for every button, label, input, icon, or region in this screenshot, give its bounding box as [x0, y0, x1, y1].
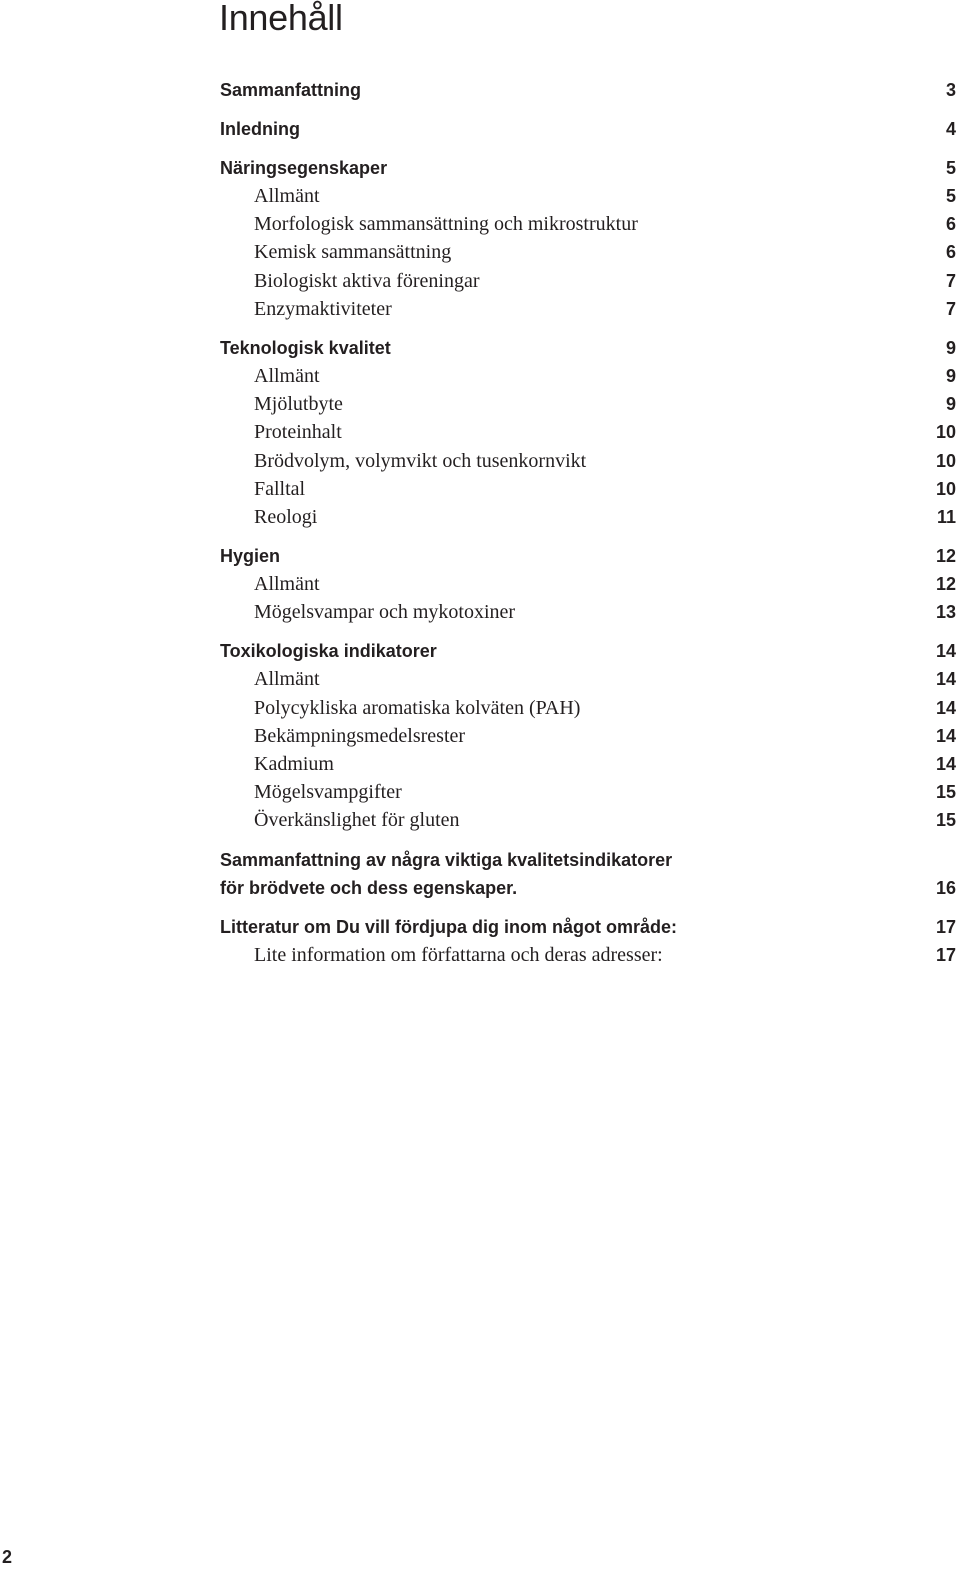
toc-subentry-label: Kadmium	[254, 753, 334, 775]
toc-heading-label: Näringsegenskaper	[220, 158, 388, 178]
toc-heading-label: Inledning	[220, 119, 300, 139]
toc-subentry-label: Brödvolym, volymvikt och tusenkornvikt	[254, 449, 587, 472]
toc-section	[220, 76, 956, 104]
toc-page-number: 13	[935, 602, 956, 623]
toc-heading-entry[interactable]	[220, 542, 956, 570]
toc-heading-label: Hygien	[220, 546, 281, 567]
toc-page-number: 16	[935, 877, 956, 898]
toc-page-number: 14	[935, 754, 956, 774]
toc-subentry-label: Lite information om författarna och deras adresser:	[254, 943, 663, 966]
toc-page-number: 11	[936, 506, 956, 527]
toc-subentry-label: Reologi	[254, 505, 318, 528]
toc-subentry[interactable]	[220, 362, 956, 390]
toc-subentry[interactable]	[220, 447, 956, 475]
toc-page-number: 12	[935, 546, 956, 567]
toc-subentry[interactable]	[220, 598, 956, 626]
toc-subentry-label: Falltal	[254, 477, 306, 500]
toc-section	[220, 154, 956, 323]
toc-heading-entry[interactable]	[220, 154, 956, 182]
table-of-contents	[220, 76, 956, 980]
toc-section	[220, 334, 956, 531]
toc-page-number: 5	[945, 158, 956, 178]
toc-heading-label: Sammanfattning	[220, 80, 362, 100]
toc-subentry[interactable]	[220, 238, 956, 266]
toc-page-number: 9	[945, 394, 956, 415]
toc-subentry[interactable]	[220, 295, 956, 323]
toc-page-number: 14	[935, 641, 956, 662]
toc-section	[220, 913, 956, 969]
toc-subentry[interactable]	[220, 570, 956, 598]
toc-subentry-label: Mjölutbyte	[254, 393, 343, 416]
toc-page-number: 17	[935, 916, 956, 937]
toc-page-number: 14	[935, 669, 956, 690]
page-number: 2	[2, 1547, 13, 1567]
toc-section	[220, 115, 956, 143]
toc-page-number: 14	[935, 697, 956, 718]
toc-page-number: 6	[945, 214, 956, 235]
toc-subentry-label: Mögelsvampgifter	[254, 781, 402, 804]
toc-heading-label: Sammanfattning av några viktiga kvalitetsindikatorer	[220, 849, 673, 870]
toc-subentry-label: Allmänt	[254, 185, 320, 207]
toc-page-number: 17	[935, 944, 956, 965]
toc-subentry-label: Kemisk sammansättning	[254, 241, 452, 264]
toc-page-number: 12	[935, 574, 956, 595]
toc-subentry[interactable]	[220, 941, 956, 969]
toc-page-number: 9	[945, 365, 956, 386]
toc-page-number: 7	[945, 298, 956, 319]
toc-page-number: 4	[945, 119, 956, 139]
toc-section	[220, 846, 956, 902]
toc-subentry[interactable]	[220, 182, 956, 210]
toc-subentry[interactable]	[220, 722, 956, 750]
toc-heading-entry[interactable]	[220, 637, 956, 665]
toc-page-number: 6	[945, 242, 956, 263]
toc-subentry[interactable]	[220, 475, 956, 503]
toc-heading-label: Teknologisk kvalitet	[220, 337, 391, 358]
toc-heading-entry[interactable]	[220, 913, 956, 941]
toc-subentry[interactable]	[220, 778, 956, 806]
toc-section	[220, 637, 956, 834]
toc-subentry-label: Allmänt	[254, 573, 320, 596]
toc-page-number: 14	[935, 725, 956, 746]
toc-page-number: 10	[935, 422, 956, 443]
toc-subentry-label: Biologiskt aktiva föreningar	[254, 269, 480, 292]
toc-subentry-label: Enzymaktiviteter	[254, 297, 392, 320]
toc-subentry[interactable]	[220, 694, 956, 722]
toc-subentry[interactable]	[220, 665, 956, 693]
toc-subentry[interactable]	[220, 267, 956, 295]
toc-subentry[interactable]	[220, 418, 956, 446]
toc-subentry[interactable]	[220, 390, 956, 418]
toc-subentry-label: Allmänt	[254, 668, 320, 691]
toc-subentry[interactable]	[220, 210, 956, 238]
toc-page-number: 10	[935, 478, 956, 499]
toc-page-number: 7	[945, 270, 956, 291]
toc-heading-entry[interactable]	[220, 846, 956, 874]
toc-heading-entry[interactable]	[220, 115, 956, 143]
toc-heading-label: för brödvete och dess egenskaper.	[220, 877, 518, 898]
toc-page-number: 9	[945, 337, 956, 358]
toc-page-number: 5	[945, 186, 956, 206]
toc-heading-entry-continued[interactable]	[220, 874, 956, 902]
toc-subentry-label: Proteinhalt	[254, 421, 342, 444]
toc-heading-label: Litteratur om Du vill fördjupa dig inom något område:	[220, 916, 678, 937]
toc-page-number: 3	[945, 80, 956, 100]
toc-heading-entry[interactable]	[220, 76, 956, 104]
toc-heading-entry[interactable]	[220, 334, 956, 362]
toc-subentry-label: Överkänslighet för gluten	[254, 809, 460, 832]
toc-page-number: 10	[935, 450, 956, 471]
toc-subentry-label: Polycykliska aromatiska kolväten (PAH)	[254, 696, 581, 719]
toc-subentry[interactable]	[220, 806, 956, 834]
toc-subentry-label: Allmänt	[254, 364, 320, 387]
toc-subentry-label: Bekämpningsmedelsrester	[254, 724, 466, 747]
toc-page-number: 15	[935, 810, 956, 831]
toc-subentry[interactable]	[220, 503, 956, 531]
toc-subentry-label: Mögelsvampar och mykotoxiner	[254, 601, 516, 624]
toc-section	[220, 542, 956, 626]
page-title: Innehåll	[219, 0, 343, 38]
toc-subentry[interactable]	[220, 750, 956, 778]
toc-heading-label: Toxikologiska indikatorer	[220, 641, 437, 662]
toc-subentry-label: Morfologisk sammansättning och mikrostruktur	[254, 213, 638, 236]
toc-page-number: 15	[935, 782, 956, 803]
